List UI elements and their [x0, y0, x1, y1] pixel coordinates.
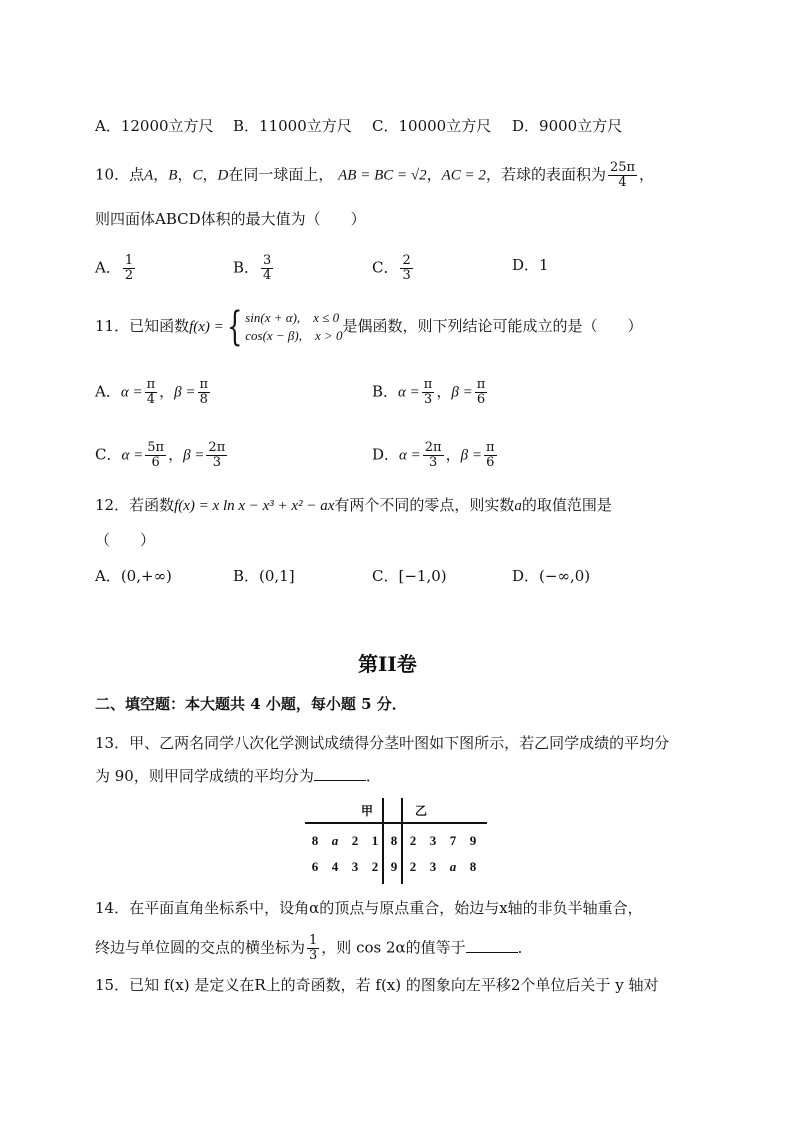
leaf-left: 6 [311, 859, 319, 874]
q11-option-a-alpha: α = [120, 384, 143, 401]
q11-option-c-beta: β = [183, 447, 205, 464]
leaf-left: 4 [331, 859, 339, 874]
q14-line2-mid: ，则 cos 2α的值等于 [321, 938, 466, 957]
q10-option-c [372, 254, 415, 283]
q14-line2-post: ． [517, 938, 533, 957]
q14-line2 [95, 934, 533, 963]
q10-option-b-den: 4 [263, 268, 272, 283]
q10-point-b: B [168, 167, 178, 184]
q11-option-a-beta-num: π [199, 377, 209, 392]
q10-area-fraction [608, 161, 637, 190]
q14-den: 3 [309, 948, 318, 963]
q10-option-b-fraction [261, 254, 273, 283]
q14-answer-blank[interactable] [466, 938, 518, 953]
q12-mid: 有两个不同的零点，则实数 [334, 496, 515, 514]
q11-option-d-beta-den: 6 [486, 455, 495, 470]
q11-option-b-alpha: α = [398, 384, 420, 401]
leaf-right: 2 [409, 859, 417, 874]
leaf-right: 3 [429, 833, 437, 848]
stem-leaf-plot [305, 798, 487, 884]
q10-eq1: AB = BC = √2 [338, 167, 427, 184]
q10-line1: 10．点A，B，C，D在同一球面上， AB = BC = √2，AC = 2，若球的表面积为 $\frac{25\pi}{4}$ ， [95, 160, 655, 190]
q10-option-a-fraction [123, 254, 135, 283]
q10-text-mid1: 在同一球面上， [228, 165, 334, 184]
q14-line2-pre: 终边与单位圆的交点的横坐标为 [95, 938, 306, 957]
q14-line1: 14．在平面直角坐标系中，设角α的顶点与原点重合，始边与x轴的非负半轴重合， [95, 899, 643, 917]
q11-case1: sin(x + α), x ≤ 0 [245, 310, 340, 325]
q12-var: a [514, 498, 522, 514]
q11-option-a-beta: β = [174, 384, 196, 401]
q10-number: 10．点 [95, 165, 145, 184]
q11-option-a-label: A． [95, 382, 121, 401]
q10-area-den: 4 [618, 175, 627, 190]
q11-tail: 是偶函数，则下列结论可能成立的是（ ） [342, 317, 643, 335]
q11-line1 [95, 304, 643, 350]
q11-option-a-alpha-den: 4 [146, 392, 155, 407]
q11-option-c-alpha-num: 5π [147, 440, 165, 455]
q11-option-c-alpha-den: 6 [151, 455, 160, 470]
q11-option-b-label: B． [372, 382, 399, 401]
q12-line1 [95, 495, 612, 516]
q10-option-a-num: 1 [124, 253, 134, 268]
q10-point-c: C [192, 167, 203, 184]
q10-option-c-fraction [400, 254, 412, 283]
q12-tail: 的取值范围是 [521, 496, 612, 514]
q11-option-a: A．α = $\frac{\pi}{4}$ ，β = $\frac{\pi}{8}$ [95, 377, 209, 407]
q11-option-d: D．α = $\frac{2\pi}{3}$ ，β = $\frac{\pi}{6}$ [372, 440, 495, 470]
q10-sep: ， [426, 165, 442, 184]
q11-option-b-alpha-num: π [423, 377, 433, 392]
q10-text-mid2: ，若球的表面积为 [485, 165, 606, 184]
leaf-left: 1 [371, 833, 379, 848]
q11-fx: f(x) = [189, 319, 224, 335]
q10-option-a [95, 254, 137, 283]
q11-option-d-alpha-den: 3 [429, 455, 438, 470]
q10-eq2: AC = 2 [441, 167, 486, 184]
leaf-right: 9 [469, 833, 477, 848]
q10-option-b-num: 3 [263, 253, 272, 268]
q10-line2: 则四面体ABCD体积的最大值为（ ） [95, 210, 366, 228]
q10-option-d [512, 255, 549, 275]
q13-line2 [95, 766, 381, 786]
q12-number: 12．若函数 [95, 496, 175, 514]
leaf-right: 7 [449, 833, 457, 848]
q10-option-a-label: A． [95, 258, 121, 277]
q10-end1: ， [639, 165, 655, 184]
q9-option-b: B．11000立方尺 [233, 117, 352, 135]
q10-point-d: D [217, 167, 229, 184]
q10-option-d-value: 1 [539, 256, 549, 274]
q11-number: 11．已知函数 [95, 317, 190, 335]
stem-leaf-row [305, 828, 483, 854]
q11-option-d-beta-num: π [485, 440, 495, 455]
q11-option-d-alpha-num: 2π [424, 440, 442, 455]
q11-option-b-beta: β = [451, 384, 473, 401]
stem: 9 [390, 859, 398, 874]
q10-option-a-den: 2 [124, 268, 134, 283]
q9-option-d: D．9000立方尺 [512, 117, 623, 135]
q10-point-a: A [144, 167, 154, 184]
q14-num: 1 [309, 933, 318, 948]
section2-heading: 二、填空题：本大题共 4 小题，每小题 5 分． [95, 695, 407, 713]
leaf-right: 2 [409, 833, 417, 848]
leaf-left: 3 [351, 859, 359, 874]
q13-answer-blank[interactable] [314, 766, 366, 781]
q11-option-c: C．α = $\frac{5\pi}{6}$ ，β = $\frac{2\pi}{3}$ [95, 440, 226, 470]
q11-option-b-beta-num: π [476, 377, 486, 392]
q11-option-c-beta-den: 3 [212, 455, 221, 470]
q11-option-b-alpha-den: 3 [423, 392, 433, 407]
q11-brace: { [226, 304, 243, 350]
leaf-right: 3 [429, 859, 437, 874]
q13-line2-pre: 为 90，则甲同学成绩的平均分为 [95, 767, 314, 785]
q11-option-b: B．α = $\frac{\pi}{3}$ ，β = $\frac{\pi}{6}$ [372, 377, 486, 407]
leaf-right: 8 [469, 859, 477, 874]
q10-area-num: 25π [609, 160, 636, 175]
leaf-left: 2 [371, 859, 379, 874]
q10-option-b [233, 254, 275, 283]
stem-leaf-hline [305, 822, 487, 824]
leaf-left: 2 [351, 833, 359, 848]
q11-option-a-beta-den: 8 [199, 392, 208, 407]
q14-fraction [307, 934, 319, 963]
q11-option-b-beta-den: 6 [476, 392, 486, 407]
q11-option-a-alpha-num: π [146, 377, 156, 392]
q10-option-c-num: 2 [402, 253, 411, 268]
stem-leaf-row [305, 854, 483, 880]
q15-line1: 15．已知 f(x) 是定义在R上的奇函数，若 f(x) 的图象向左平移2个单位后关于 y 轴对 [95, 976, 659, 994]
q11-option-d-alpha: α = [399, 447, 421, 464]
q12-paren: （ ） [95, 531, 156, 549]
q13-line2-post: ． [365, 767, 381, 785]
q11-option-c-alpha: α = [121, 447, 144, 464]
q12-option-a: A．(0,+∞) [95, 567, 172, 585]
q9-option-a: A．12000立方尺 [95, 117, 214, 135]
section-title: 第II卷 [358, 652, 417, 676]
q12-option-d: D．(−∞,0) [512, 567, 591, 585]
q10-option-c-den: 3 [402, 268, 411, 283]
q12-expr: f(x) = x ln x − x³ + x² − ax [174, 498, 335, 514]
q13-line1: 13．甲、乙两名同学八次化学测试成绩得分茎叶图如下图所示，若乙同学成绩的平均分 [95, 734, 670, 752]
q11-cases [245, 309, 342, 345]
q10-option-d-label: D． [512, 256, 540, 274]
q11-option-d-label: D． [372, 445, 400, 464]
q9-option-c: C．10000立方尺 [372, 117, 492, 135]
q12-option-c: C．[−1,0) [372, 567, 447, 585]
stem-leaf-rows [305, 828, 483, 880]
q10-option-c-label: C． [372, 258, 399, 277]
q11-option-c-beta-num: 2π [208, 440, 226, 455]
stem-leaf-header-jia: 甲 [361, 804, 374, 818]
stem-leaf-header-yi: 乙 [415, 804, 428, 818]
q11-option-d-beta: β = [460, 447, 482, 464]
leaf-left: 8 [311, 833, 319, 848]
q11-option-c-label: C． [95, 445, 122, 464]
q11-case2: cos(x − β), x > 0 [245, 328, 343, 343]
stem: 8 [390, 833, 398, 848]
q12-option-b: B．(0,1] [233, 567, 295, 585]
q10-option-b-label: B． [233, 258, 260, 277]
leaf-right: a [449, 859, 457, 874]
leaf-left: a [331, 833, 339, 848]
